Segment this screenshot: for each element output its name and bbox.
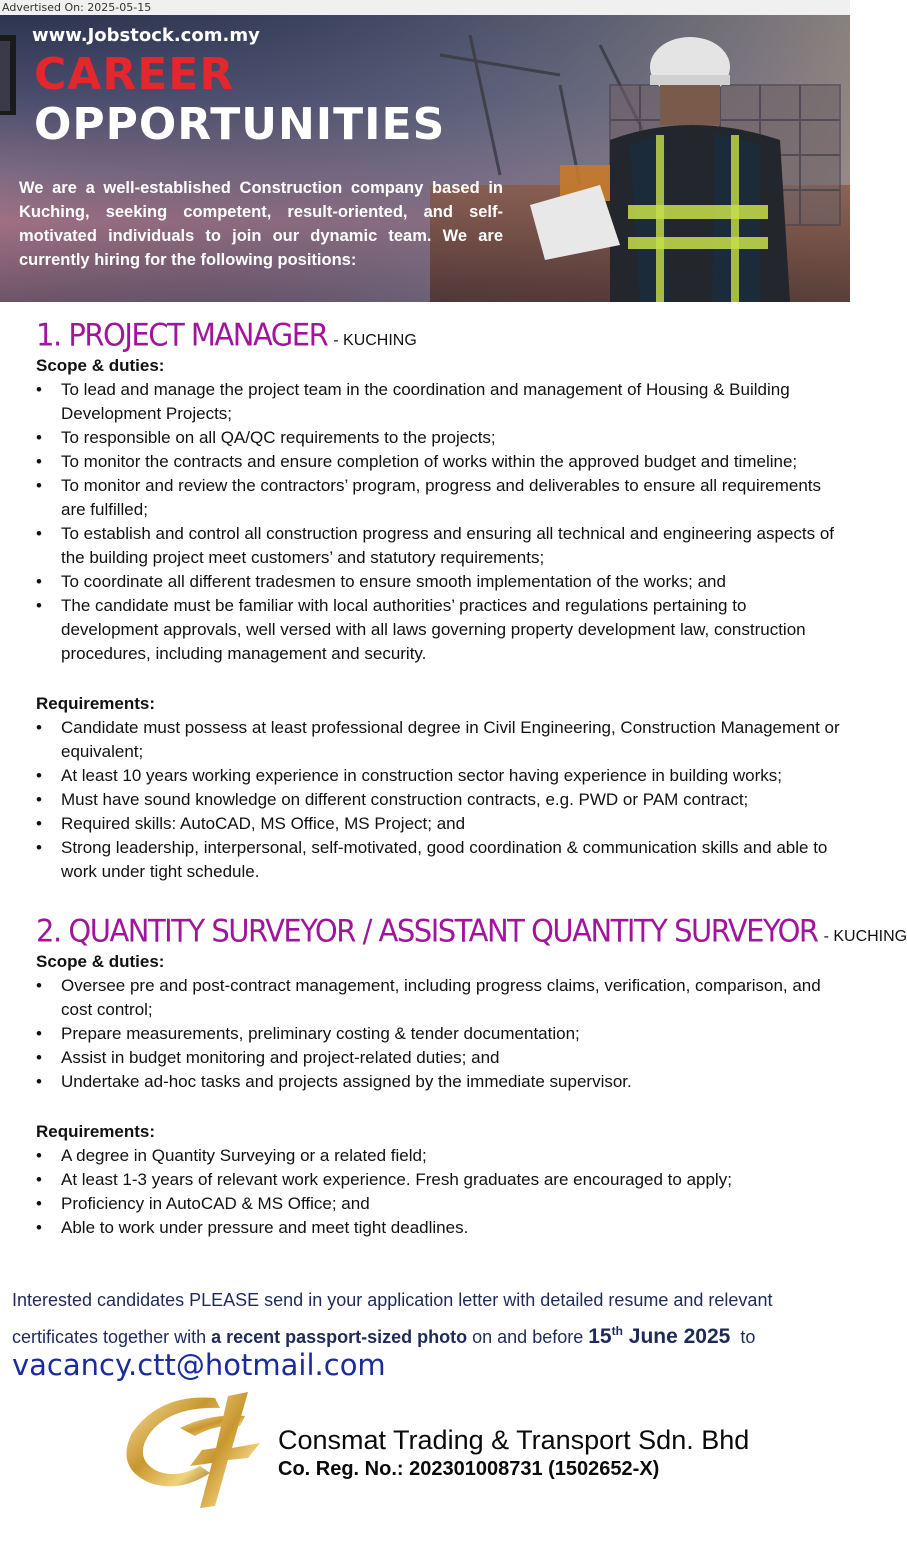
list-item: • To lead and manage the project team in the coordination and management of Housing & Building Development Projects; [36, 378, 846, 426]
intro-paragraph: We are a well-established Construction company based in Kuching, seeking competent, result-oriented, and self-motivated individuals to join our dynamic team. We are currently hiring for the following positions: [19, 179, 503, 269]
job-title-row [36, 912, 907, 950]
requirements-heading: Requirements: [36, 1122, 156, 1141]
list-item: • To monitor the contracts and ensure completion of works within the approved budget and timeline; [36, 450, 846, 474]
job-quantity-surveyor [36, 912, 907, 1240]
advert-date-bar [0, 0, 850, 15]
headline-opportunities: OPPORTUNITIES [34, 99, 446, 150]
job-location: - KUCHING [333, 332, 417, 349]
apply-text: Interested candidates PLEASE send in your application letter with detailed resume and relevant certificates together with [12, 1290, 773, 1347]
list-item: • To coordinate all different tradesmen to ensure smooth implementation of the works; and [36, 570, 846, 594]
list-item: • Able to work under pressure and meet tight deadlines. [36, 1216, 846, 1240]
deadline-suffix: th [611, 1324, 623, 1338]
list-item: • Oversee pre and post-contract management, including progress claims, verification, comparison, and cost control; [36, 974, 846, 1022]
list-item: • Prepare measurements, preliminary costing & tender documentation; [36, 1022, 846, 1046]
list-item: • Must have sound knowledge on different construction contracts, e.g. PWD or PAM contract; [36, 788, 846, 812]
job-title-row [36, 318, 846, 352]
duties-list [36, 378, 846, 666]
list-item: • A degree in Quantity Surveying or a related field; [36, 1144, 846, 1168]
apply-text: to [730, 1327, 756, 1347]
list-item: • Undertake ad-hoc tasks and projects assigned by the immediate supervisor. [36, 1070, 846, 1094]
job-project-manager [36, 318, 846, 884]
contact-email[interactable]: vacancy.ctt@hotmail.com [12, 1348, 386, 1382]
job-listings [36, 316, 907, 1240]
requirements-list [36, 1144, 846, 1240]
duties-list [36, 974, 846, 1094]
list-item: • Strong leadership, interpersonal, self-motivated, good coordination & communication skills and able to work under tight schedule. [36, 836, 846, 884]
list-item: • To responsible on all QA/QC requirements to the projects; [36, 426, 846, 450]
company-registration: Co. Reg. No.: 202301008731 (1502652-X) [278, 1458, 660, 1480]
list-item: • The candidate must be familiar with local authorities’ practices and regulations pertaining to development approvals, well versed with all laws governing property development law, construction procedures, including management and security. [36, 594, 846, 666]
list-item: • To monitor and review the contractors’ program, progress and deliverables to ensure all requirements are fulfilled; [36, 474, 846, 522]
duties-heading: Scope & duties: [36, 356, 165, 375]
job-title: 1. PROJECT MANAGER [36, 316, 328, 354]
list-item: • Candidate must possess at least professional degree in Civil Engineering, Construction Management or equivalent; [36, 716, 846, 764]
header-banner [0, 15, 850, 302]
job-title: 2. QUANTITY SURVEYOR / ASSISTANT QUANTITY SURVEYOR [36, 912, 818, 950]
duties-heading: Scope & duties: [36, 952, 165, 971]
list-item: • To establish and control all construction progress and ensuring all technical and engineering aspects of the building project meet customers’ and statutory requirements; [36, 522, 846, 570]
advert-date: Advertised On: 2025-05-15 [2, 1, 152, 14]
headline-career: CAREER [34, 49, 235, 100]
site-url: www.Jobstock.com.my [32, 25, 260, 46]
list-item: • Required skills: AutoCAD, MS Office, MS Project; and [36, 812, 846, 836]
list-item: • At least 1-3 years of relevant work experience. Fresh graduates are encouraged to apply; [36, 1168, 846, 1192]
company-name: Consmat Trading & Transport Sdn. Bhd [278, 1425, 750, 1455]
deadline-day: 15 [588, 1325, 612, 1348]
deadline-date [588, 1325, 730, 1348]
list-item: • Assist in budget monitoring and project-related duties; and [36, 1046, 846, 1070]
deadline-month-year: June 2025 [622, 1325, 731, 1348]
requirements-heading: Requirements: [36, 694, 156, 713]
company-logo [120, 1388, 270, 1513]
application-instructions [12, 1285, 842, 1353]
requirements-list [36, 716, 846, 884]
job-location: - KUCHING [823, 928, 907, 945]
apply-photo-note: a recent passport-sized photo [211, 1327, 468, 1347]
apply-text: on and before [467, 1327, 589, 1347]
list-item: • Proficiency in AutoCAD & MS Office; and [36, 1192, 846, 1216]
list-item: • At least 10 years working experience in construction sector having experience in building works; [36, 764, 846, 788]
